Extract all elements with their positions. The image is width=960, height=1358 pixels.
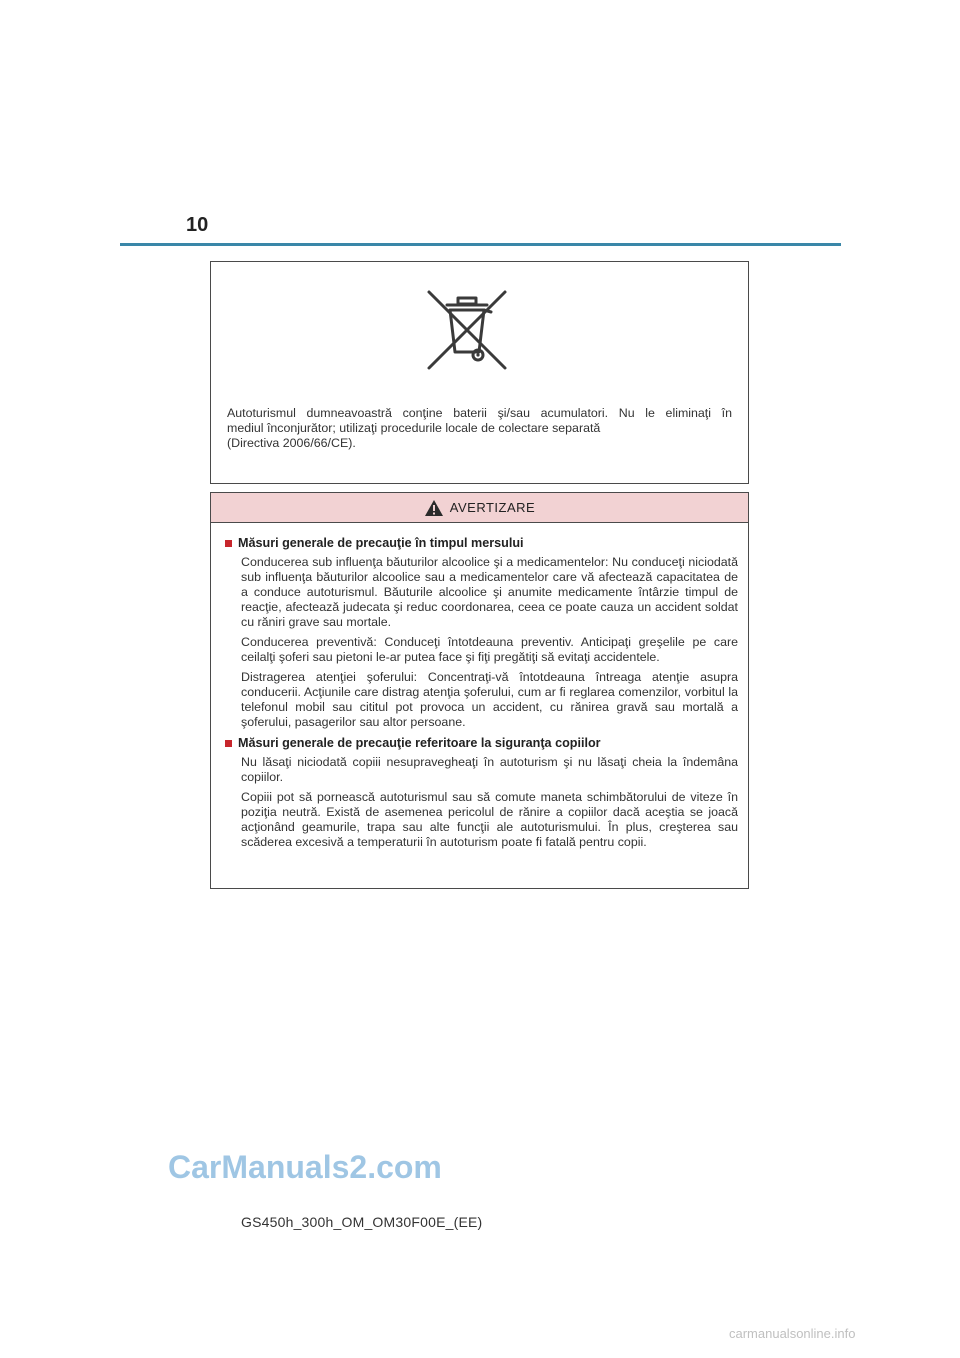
battery-disposal-notice	[210, 261, 749, 484]
warning-box	[210, 492, 749, 889]
paragraph: Conducerea sub influenţa băuturilor alcoolice şi a medicamentelor: Nu conduceţi niciodată sub influenţa băuturilor alcoolice sau a medicamentelor care vă afectează capacitatea de a conduce autoturismul. Băuturile alcoolice şi anumite medicamente întârzie timpul de reacţie, afectează judecata şi reduc coordonarea, ceea ce poate cauza un accident soldat cu răniri grave sau mortale.	[241, 555, 738, 629]
manual-id: GS450h_300h_OM_OM30F00E_(EE)	[241, 1214, 483, 1230]
crossed-out-wheelie-bin-icon	[425, 288, 509, 372]
paragraph: Nu lăsaţi niciodată copiii nesupravegheaţi în autoturism şi nu lăsaţi cheia la îndemâna copiilor.	[241, 755, 738, 784]
section-heading-text: Măsuri generale de precauţie referitoare la siguranţa copiilor	[238, 736, 601, 750]
notice-line-1: Autoturismul dumneavoastră conţine baterii şi/sau acumulatori. Nu le eliminaţi în	[227, 406, 732, 420]
paragraph: Distragerea atenţiei şoferului: Concentraţi-vă întotdeauna întreaga atenţie asupra conducerii. Acţiunile care distrag atenţia şoferului, cum ar fi reglarea comenzilor, vorbitul la telefonul mobil sau cititul pot provoca un accident, cu rănirea gravă sau mortală a şoferului, pasagerilor sau altor persoane.	[241, 670, 738, 729]
warning-body	[211, 523, 748, 850]
section-heading-text: Măsuri generale de precauţie în timpul mersului	[238, 536, 524, 550]
page-number: 10	[186, 214, 209, 236]
watermark-logo: CarManuals2.com	[168, 1149, 442, 1185]
notice-line-3: (Directiva 2006/66/CE).	[227, 436, 356, 450]
bullet-square-icon	[225, 740, 232, 747]
battery-disposal-text	[227, 406, 732, 451]
bullet-square-icon	[225, 540, 232, 547]
warning-title: AVERTIZARE	[449, 500, 536, 515]
warning-triangle-icon	[424, 499, 444, 517]
paragraph: Conducerea preventivă: Conduceţi întotdeauna preventiv. Anticipaţi greşelile pe care ceilalţi şoferi sau pietoni le-ar putea face şi fiţi pregătiţi să evitaţi accidentele.	[241, 635, 738, 664]
paragraph: Copiii pot să pornească autoturismul sau să comute maneta schimbătorului de viteze în poziţia neutră. Există de asemenea pericolul de rănire a copiilor dacă aceştia se joacă acţionând geamurile, trapa sau alte funcţii ale autoturismului. În plus, creşterea sau scăderea excesivă a temperaturii în autoturism poate fi fatală pentru copii.	[241, 790, 738, 849]
section-heading	[225, 535, 738, 551]
corner-watermark: carmanualsonline.info	[729, 1326, 856, 1341]
notice-line-2: mediul înconjurător; utilizaţi procedurile locale de colectare separată	[227, 421, 601, 435]
section-heading	[225, 735, 738, 751]
warning-header	[211, 493, 748, 523]
header-rule	[120, 243, 841, 246]
